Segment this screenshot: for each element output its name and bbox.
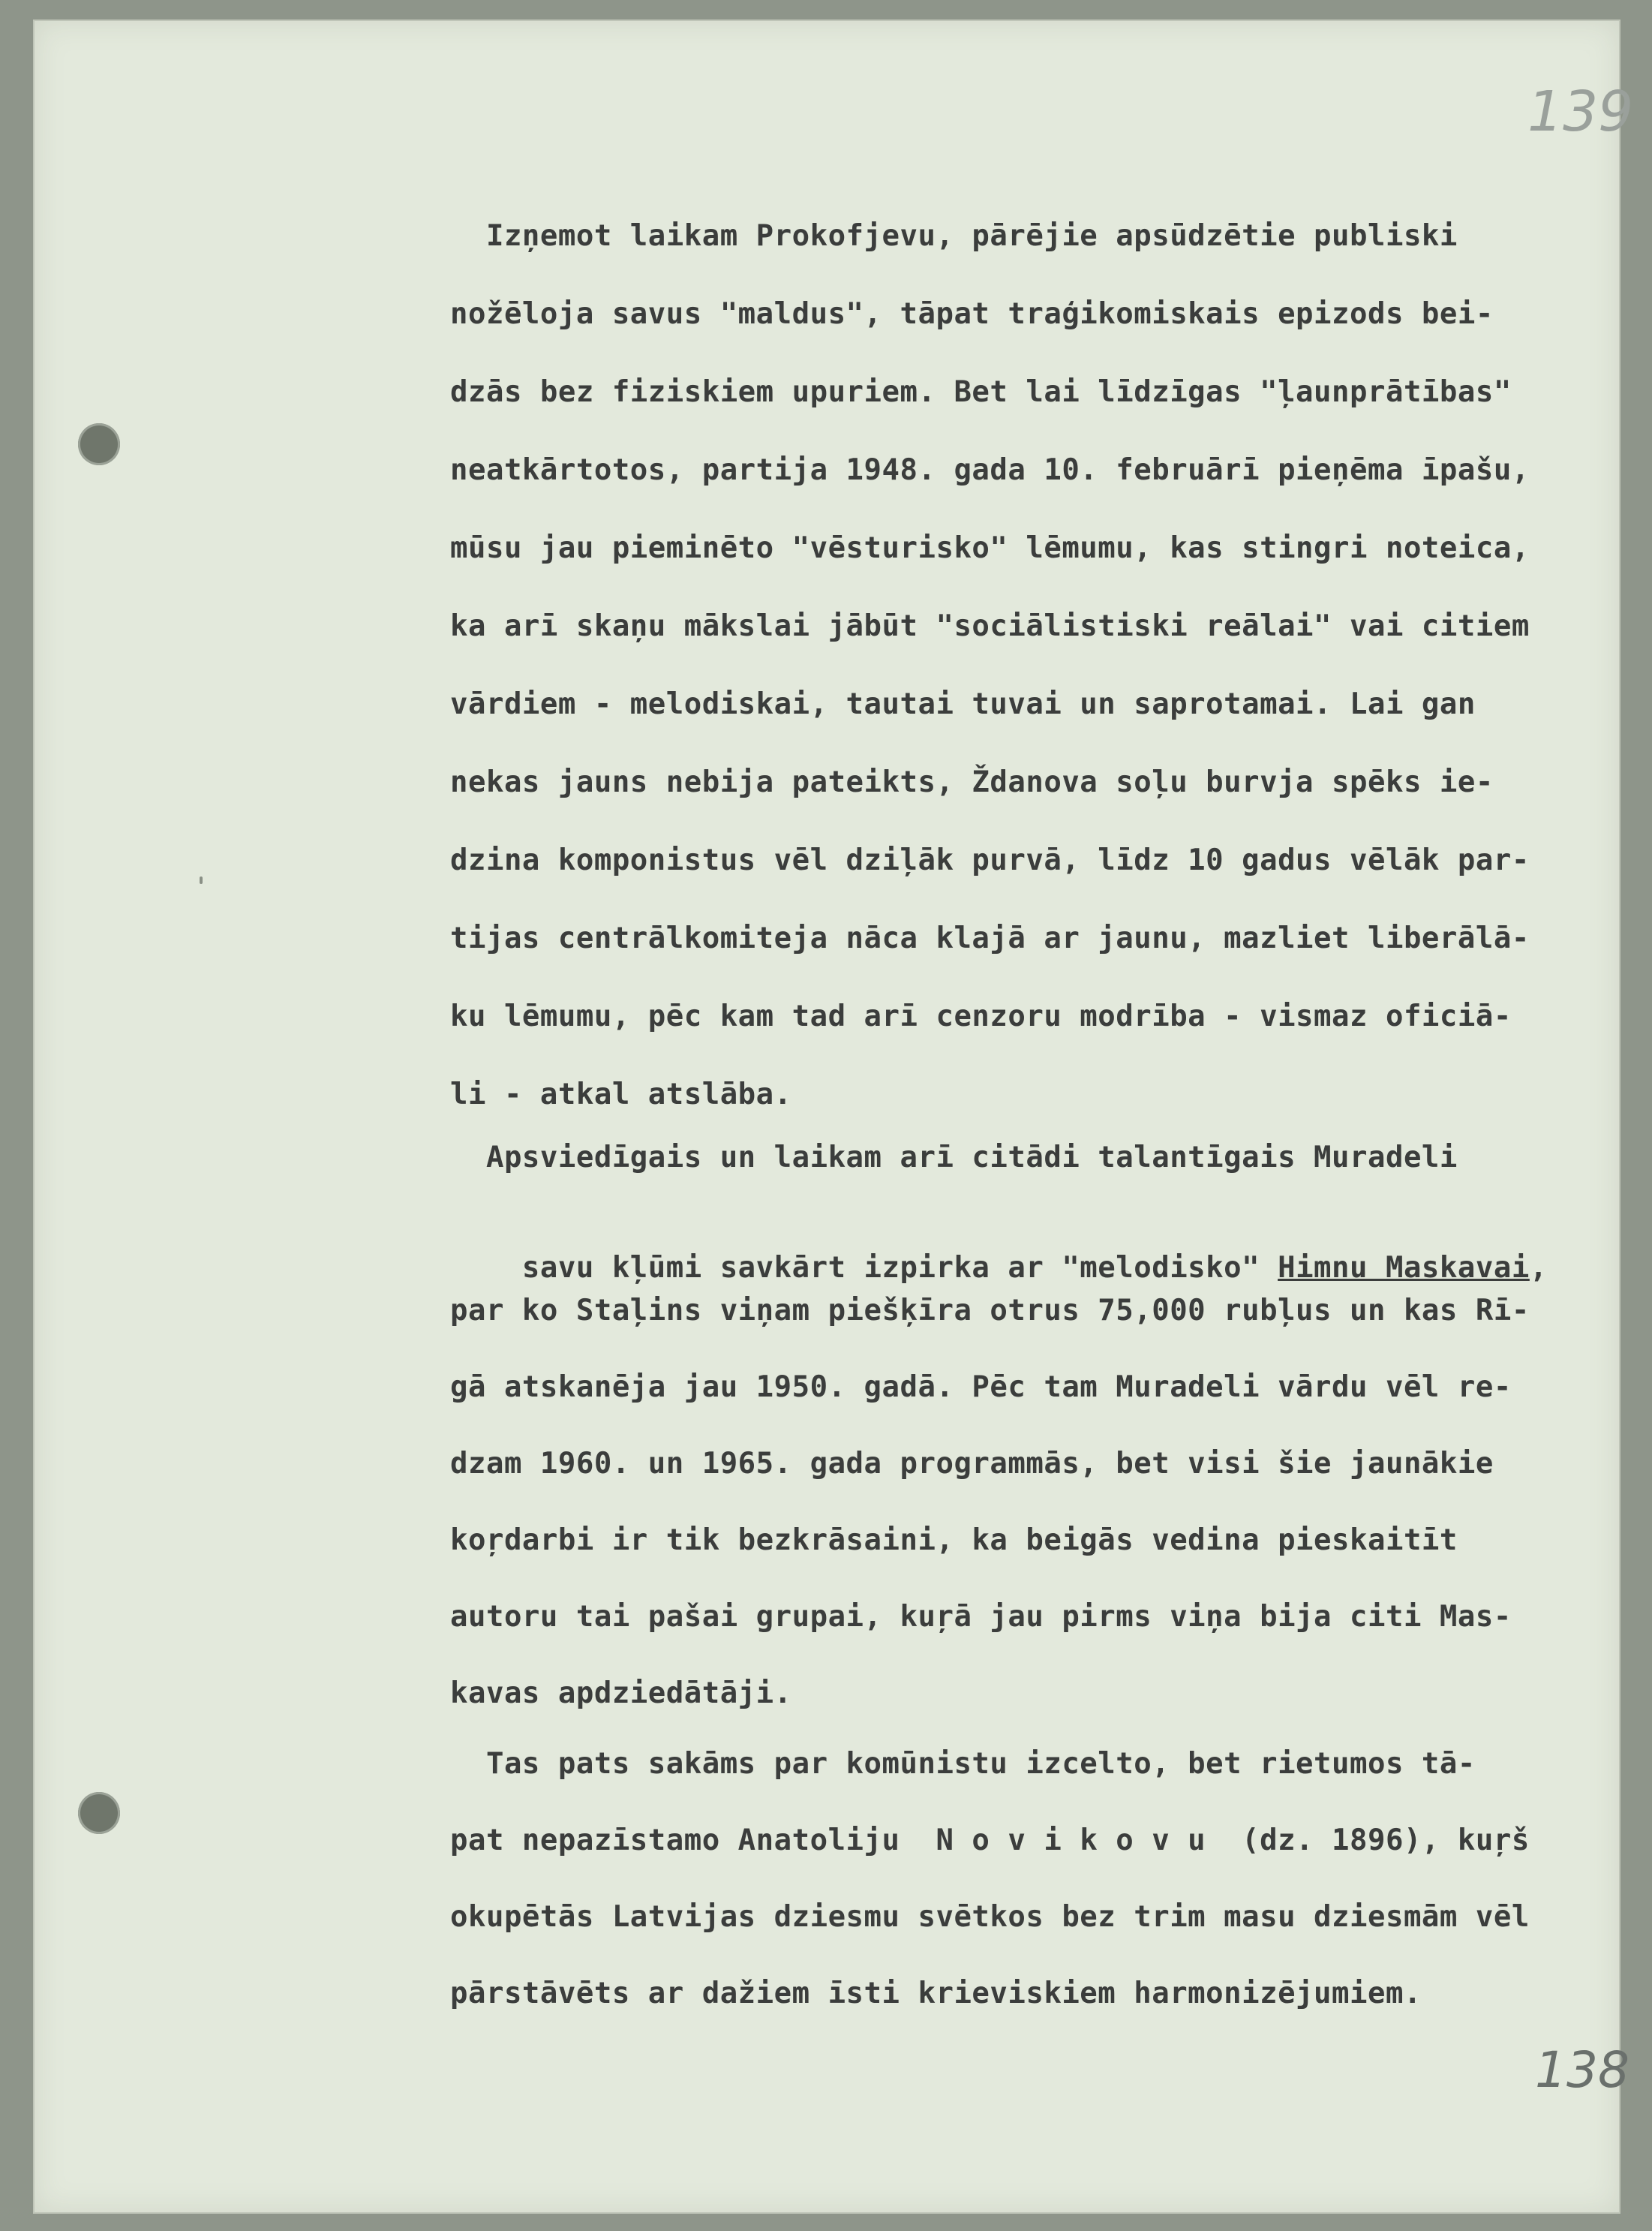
text-line: koŗdarbi ir tik bezkrāsaini, ka beigās vedina pieskaitīt [450, 1523, 1458, 1557]
text-line: tijas centrālkomiteja nāca klajā ar jaunu, mazliet liberālā- [450, 922, 1530, 955]
folio-number-top: 139 [1527, 80, 1634, 144]
text-line: ka arī skaņu mākslai jābūt "sociālistiski reālai" vai citiem [450, 609, 1530, 643]
text-line: okupētās Latvijas dziesmu svētkos bez trim masu dziesmām vēl [450, 1900, 1530, 1934]
text-line: gā atskanēja jau 1950. gadā. Pēc tam Muradeli vārdu vēl re- [450, 1370, 1512, 1404]
text-line: dzās bez fiziskiem upuriem. Bet lai līdzīgas "ļaunprātības" [450, 375, 1512, 409]
text-line: li - atkal atslāba. [450, 1078, 792, 1111]
text-line: vārdiem - melodiskai, tautai tuvai un saprotamai. Lai gan [450, 687, 1476, 721]
text-line: kavas apdziedātāji. [450, 1676, 792, 1710]
document-page [33, 20, 1634, 2214]
text-line: nekas jauns nebija pateikts, Ždanova soļu burvja spēks ie- [450, 765, 1494, 799]
text-line: Tas pats sakāms par komūnistu izcelto, bet rietumos tā- [450, 1747, 1476, 1781]
text-segment: savu kļūmi savkārt izpirka ar "melodisko" [521, 1251, 1278, 1285]
text-line: nožēloja savus "maldus", tāpat traģikomiskais epizods bei- [450, 297, 1494, 331]
punch-hole-bottom [78, 1792, 120, 1834]
text-line: dzina komponistus vēl dziļāk purvā, līdz 10 gadus vēlāk par- [450, 843, 1530, 877]
folio-number-bottom: 138 [1535, 2041, 1629, 2099]
text-line: dzam 1960. un 1965. gada programmās, bet visi šie jaunākie [450, 1447, 1494, 1481]
punch-hole-top [78, 423, 120, 465]
text-line: Izņemot laikam Prokofjevu, pārējie apsūdzētie publiski [450, 219, 1458, 253]
text-line: Apsviedīgais un laikam arī citādi talantīgais Muradeli [450, 1141, 1458, 1174]
text-line: autoru tai pašai grupai, kuŗā jau pirms viņa bija citi Mas- [450, 1600, 1512, 1634]
text-line: pat nepazīstamo Anatoliju N o v i k o v u (dz. 1896), kuŗš [450, 1824, 1530, 1857]
text-segment: , [1529, 1251, 1548, 1285]
text-line: ku lēmumu, pēc kam tad arī cenzoru modrība - vismaz oficiā- [450, 1000, 1512, 1033]
margin-mark [200, 876, 203, 884]
text-line: mūsu jau pieminēto "vēsturisko" lēmumu, kas stingri noteica, [450, 531, 1530, 565]
song-title: Himnu Maskavai [1278, 1251, 1530, 1285]
text-line: neatkārtotos, partija 1948. gada 10. februārī pieņēma īpašu, [450, 453, 1530, 487]
text-line: pārstāvēts ar dažiem īsti krieviskiem harmonizējumiem. [450, 1977, 1422, 2010]
text-line: par ko Staļins viņam piešķīra otrus 75,000 rubļus un kas Rī- [450, 1294, 1530, 1327]
